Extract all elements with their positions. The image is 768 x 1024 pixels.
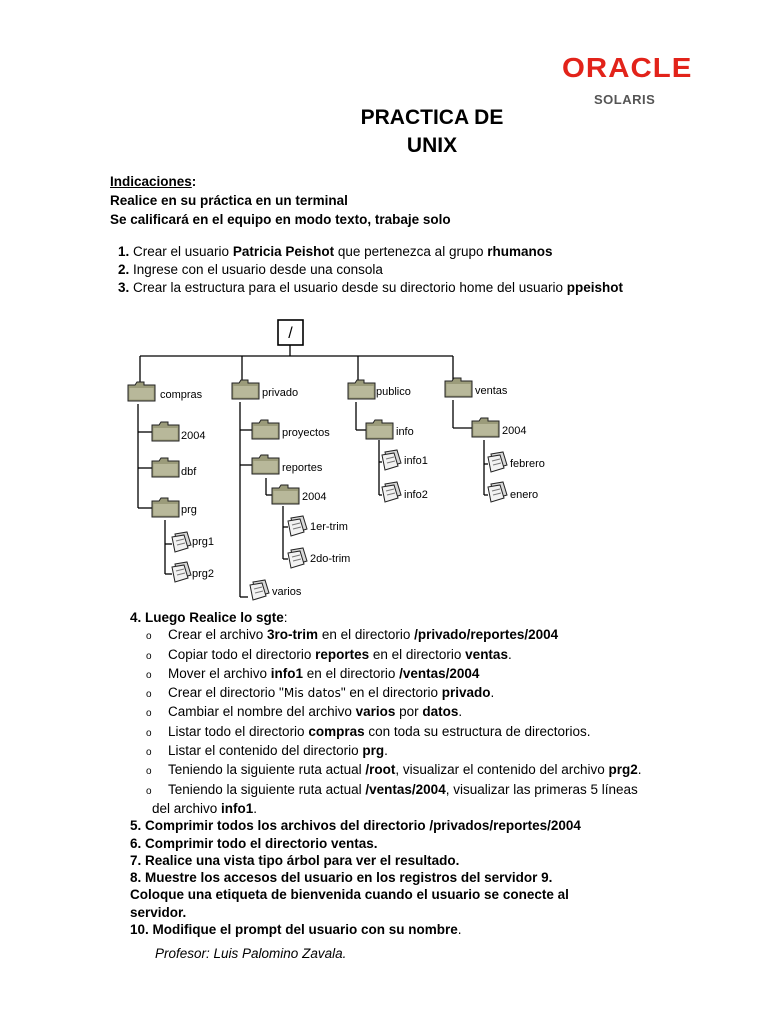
section-4-heading: [130, 609, 730, 626]
item-bold: prg2: [608, 762, 638, 778]
file-info1: info1: [404, 455, 428, 467]
item-text: , visualizar las primeras 5 líneas: [445, 781, 638, 797]
file-icon: [382, 482, 401, 502]
step-2-text: Ingrese con el usuario desde una consola: [129, 262, 383, 277]
file-info2: info2: [404, 489, 428, 501]
dir-prg: prg: [181, 504, 197, 516]
task-10-period: .: [457, 922, 462, 938]
folder-icon: [152, 458, 179, 477]
item-text: con toda su estructura de directorios.: [364, 723, 591, 739]
item-text: Crear el archivo: [168, 627, 268, 643]
folder-icon: [472, 418, 499, 437]
section-4: [130, 609, 730, 938]
item-text: .: [253, 800, 258, 816]
list-item: [130, 742, 730, 761]
bullet-icon: o: [146, 650, 152, 662]
item-text: .: [507, 646, 512, 662]
file-icon: [288, 548, 307, 568]
dir-publico: publico: [376, 386, 411, 398]
list-item: [130, 626, 730, 645]
dir-ventas-2004: 2004: [502, 425, 527, 437]
item-text: en el directorio: [318, 627, 415, 643]
step-1-text-b: que pertenezca al grupo: [334, 244, 488, 259]
folder-icon: [272, 485, 299, 504]
file-1er-trim: 1er-trim: [310, 521, 348, 533]
step-1-bold-a: Patricia Peishot: [232, 244, 335, 259]
task-7: 7. Realice una vista tipo árbol para ver el resultado.: [130, 852, 460, 868]
list-item: [130, 703, 730, 722]
item-text: Mover el archivo: [168, 665, 271, 681]
item-bold: ventas: [465, 646, 508, 662]
bullet-icon: o: [146, 631, 152, 643]
indicaciones-line-2: Se calificará en el equipo en modo texto, trabaje solo: [110, 212, 451, 227]
task-9-line-2: servidor.: [130, 904, 187, 920]
directory-tree-diagram: [120, 312, 580, 608]
item-text: Cambiar el nombre del archivo: [168, 704, 356, 720]
step-1: [118, 243, 623, 261]
list-item: [130, 761, 730, 780]
dir-compras: compras: [160, 389, 203, 401]
list-item: [130, 646, 730, 665]
dir-compras-2004: 2004: [181, 430, 206, 442]
bullet-icon: o: [146, 785, 152, 797]
file-icon: [172, 562, 191, 582]
item-text: Teniendo la siguiente ruta actual: [168, 781, 366, 797]
item-text: Listar todo el directorio: [168, 723, 309, 739]
page-title: [300, 104, 564, 160]
item-mono: Mis datos: [283, 686, 341, 701]
folder-icon: [348, 380, 375, 399]
steps-list: [118, 243, 623, 297]
item-text: Crear el directorio ": [168, 685, 284, 701]
item-bold: prg: [362, 743, 385, 759]
item-text: por: [395, 704, 423, 720]
item-text: .: [384, 743, 388, 759]
item-text: Copiar todo el directorio: [168, 646, 316, 662]
dir-info: info: [396, 426, 414, 438]
step-1-bold-b: rhumanos: [487, 244, 553, 259]
item-bold: 3ro-trim: [267, 627, 319, 643]
folder-icon: [152, 498, 179, 517]
file-2do-trim: 2do-trim: [310, 553, 351, 565]
item-bold: info1: [270, 665, 304, 681]
indicaciones-block: [110, 172, 451, 229]
list-item: [130, 665, 730, 684]
bullet-icon: o: [146, 689, 152, 701]
bullet-icon: o: [146, 669, 152, 681]
item-text: Teniendo la siguiente ruta actual: [168, 762, 366, 778]
root-label: /: [288, 325, 293, 342]
item-text: , visualizar el contenido del archivo: [395, 762, 609, 778]
task-10: [130, 921, 730, 938]
dir-ventas: ventas: [475, 385, 508, 397]
dir-privado: privado: [262, 387, 299, 399]
indicaciones-line-1: Realice en su práctica en un terminal: [110, 193, 348, 208]
item-bold: info1: [221, 800, 254, 816]
step-1-num: 1.: [118, 244, 130, 259]
list-item: [130, 684, 730, 703]
item-text: del archivo: [152, 800, 222, 816]
folder-icon: [232, 380, 259, 399]
file-icon: [382, 450, 401, 470]
folder-icon: [128, 382, 155, 401]
folder-icon: [152, 422, 179, 441]
file-prg2: prg2: [192, 568, 215, 580]
bullet-icon: o: [146, 747, 152, 759]
file-icon: [172, 532, 191, 552]
file-icon: [288, 516, 307, 536]
item-bold: /privado/reportes/2004: [414, 627, 559, 643]
title-line-2: UNIX: [406, 134, 458, 157]
file-icon: [488, 452, 507, 472]
folder-icon: [445, 378, 472, 397]
oracle-solaris-logo: [556, 52, 706, 112]
step-3-text: Crear la estructura para el usuario desde su directorio home del usuario: [129, 280, 567, 295]
item-bold: /ventas/2004: [399, 665, 480, 681]
bullet-icon: o: [146, 708, 152, 720]
item-bold: datos: [422, 704, 459, 720]
folder-icon: [252, 420, 279, 439]
step-3-bold: ppeishot: [566, 280, 623, 295]
item-bold: compras: [308, 723, 365, 739]
file-febrero: febrero: [510, 458, 545, 470]
item-text: .: [458, 704, 463, 720]
step-2: [118, 261, 623, 279]
oracle-wordmark: ORACLE: [562, 52, 693, 83]
dir-proyectos: proyectos: [282, 427, 330, 439]
item-text: .: [490, 685, 495, 701]
step-3-num: 3.: [118, 280, 130, 295]
professor-signature: Profesor: Luis Palomino Zavala.: [155, 946, 347, 961]
indicaciones-colon: :: [191, 174, 197, 189]
item-text: " en el directorio: [340, 685, 442, 701]
item-text: en el directorio: [369, 646, 466, 662]
item-text: en el directorio: [303, 665, 400, 681]
dir-reportes: reportes: [282, 462, 323, 474]
task-10-bold: 10. Modifique el prompt del usuario con su nombre: [130, 922, 458, 938]
item-text: .: [637, 762, 642, 778]
folder-icon: [366, 420, 393, 439]
file-icon: [488, 482, 507, 502]
folder-icon: [252, 455, 279, 474]
item-text: Listar el contenido del directorio: [168, 743, 363, 759]
dir-dbf: dbf: [181, 466, 197, 478]
step-2-num: 2.: [118, 262, 130, 277]
file-enero: enero: [510, 489, 539, 501]
section-4-colon: :: [283, 610, 288, 625]
list-item-continuation: [130, 800, 730, 817]
indicaciones-label: Indicaciones: [110, 174, 192, 189]
item-bold: /ventas/2004: [365, 781, 446, 797]
indicaciones-heading: [110, 172, 451, 191]
title-line-1: PRACTICA DE: [360, 106, 504, 129]
item-bold: /root: [365, 762, 396, 778]
dir-reportes-2004: 2004: [302, 491, 327, 503]
section-4-heading-text: 4. Luego Realice lo sgte: [130, 610, 284, 625]
task-6: 6. Comprimir todo el directorio ventas.: [130, 835, 378, 851]
list-item: [130, 781, 730, 800]
item-bold: varios: [355, 704, 396, 720]
item-bold: reportes: [315, 646, 370, 662]
step-1-text-a: Crear el usuario: [129, 244, 233, 259]
task-8: 8. Muestre los accesos del usuario en los registros del servidor 9.: [130, 870, 553, 886]
solaris-wordmark: SOLARIS: [594, 92, 656, 107]
list-item: [130, 723, 730, 742]
item-bold: privado: [441, 685, 491, 701]
task-5: 5. Comprimir todos los archivos del directorio /privados/reportes/2004: [130, 818, 581, 834]
step-3: [118, 279, 623, 297]
file-prg1: prg1: [192, 536, 215, 548]
bullet-icon: o: [146, 727, 152, 739]
file-varios: varios: [272, 586, 302, 598]
bullet-icon: o: [146, 766, 152, 778]
file-icon: [250, 580, 269, 600]
task-9-line-1: Coloque una etiqueta de bienvenida cuando el usuario se conecte al: [130, 887, 569, 903]
